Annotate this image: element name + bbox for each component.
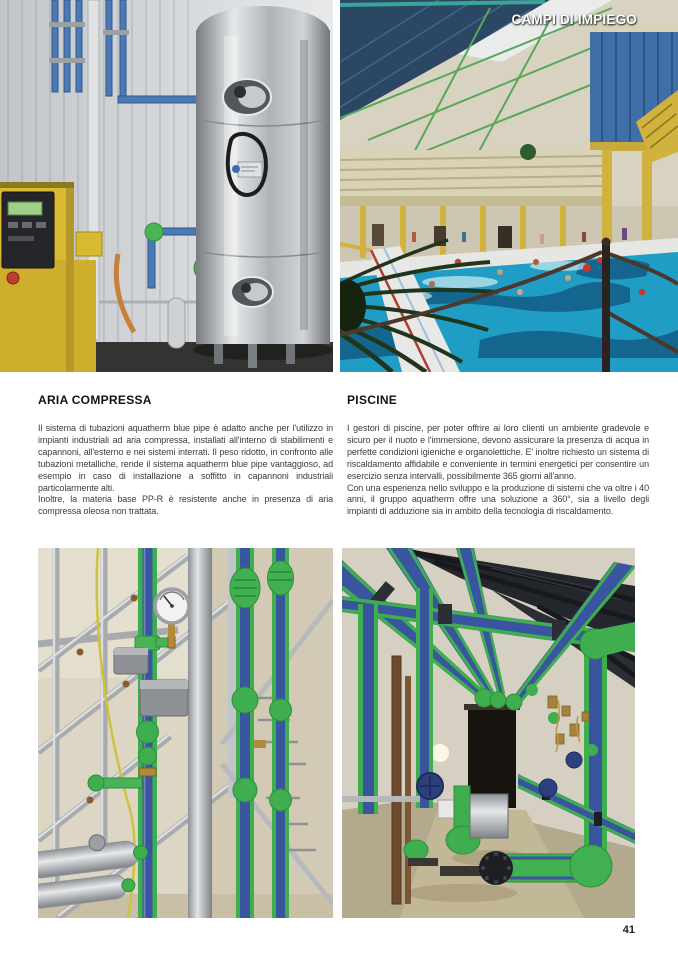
tank-upper-port [223,79,271,115]
photo-compressed-air [0,0,333,372]
heading-piscine: PISCINE [347,393,398,407]
photo-indoor-pool [340,0,678,372]
tank-lower-port [231,277,273,307]
paragraph: Il sistema di tubazioni aquatherm blue pipe è adatto anche per l'utilizzo in impianti industriali ad aria compressa, installati all'interno di stabilimenti e capannoni, all'esterno e nei sistemi interrati. Il peso ridotto, in confronto alle tubazioni metalliche, rende il sistema aquatherm blue pipe vantaggioso, ad esempio in caso di installazione a soffitto in capannoni industriali particolarmente alti. [38,423,333,493]
plant-room-scene [342,548,635,918]
doorway [464,704,520,808]
section-piscine [347,393,649,518]
rope-float [583,264,591,272]
paragraph: Inoltre, la materia base PP-R è resistente anche in presenza di aria compressa oleosa non trattata. [38,494,333,517]
pool-scene [340,0,678,372]
section-badge: CAMPI DI IMPIEGO [511,12,637,27]
section-aria-compressa [38,393,333,518]
compressed-air-scene [0,0,333,372]
paragraph: I gestori di piscine, per poter offrire ai loro clienti un ambiente gradevole e sicuro per il nuoto e l'immersione, devono assicurare la presenza di acqua in perfette condizioni igieniche e organolettiche. E' inoltre richiesto un sistema di riscaldamento affidabile e conveniente in termini energetici per consentire un esercizio senza intervalli, possibilmente 365 giorni all'anno. [347,423,649,481]
photo-pipe-risers [38,548,333,918]
metal-drum [470,794,508,838]
light-glow [431,744,449,762]
heading-aria-compressa: ARIA COMPRESSA [38,393,152,407]
plant [520,144,536,160]
photo-plant-room [342,548,635,918]
paragraph: Con una esperienza nello sviluppo e la produzione di sistemi che va oltre i 40 anni, il gruppo aquatherm offre una soluzione a 360°, sia a livello degli impianti di adduzione sia in ambito della tecnologia di riscaldamento. [347,482,649,517]
air-tank [193,6,333,368]
mezzanine [340,144,602,206]
balcony [590,24,678,162]
page-number: 41 [622,924,635,936]
pipe-riser-scene [38,548,333,918]
